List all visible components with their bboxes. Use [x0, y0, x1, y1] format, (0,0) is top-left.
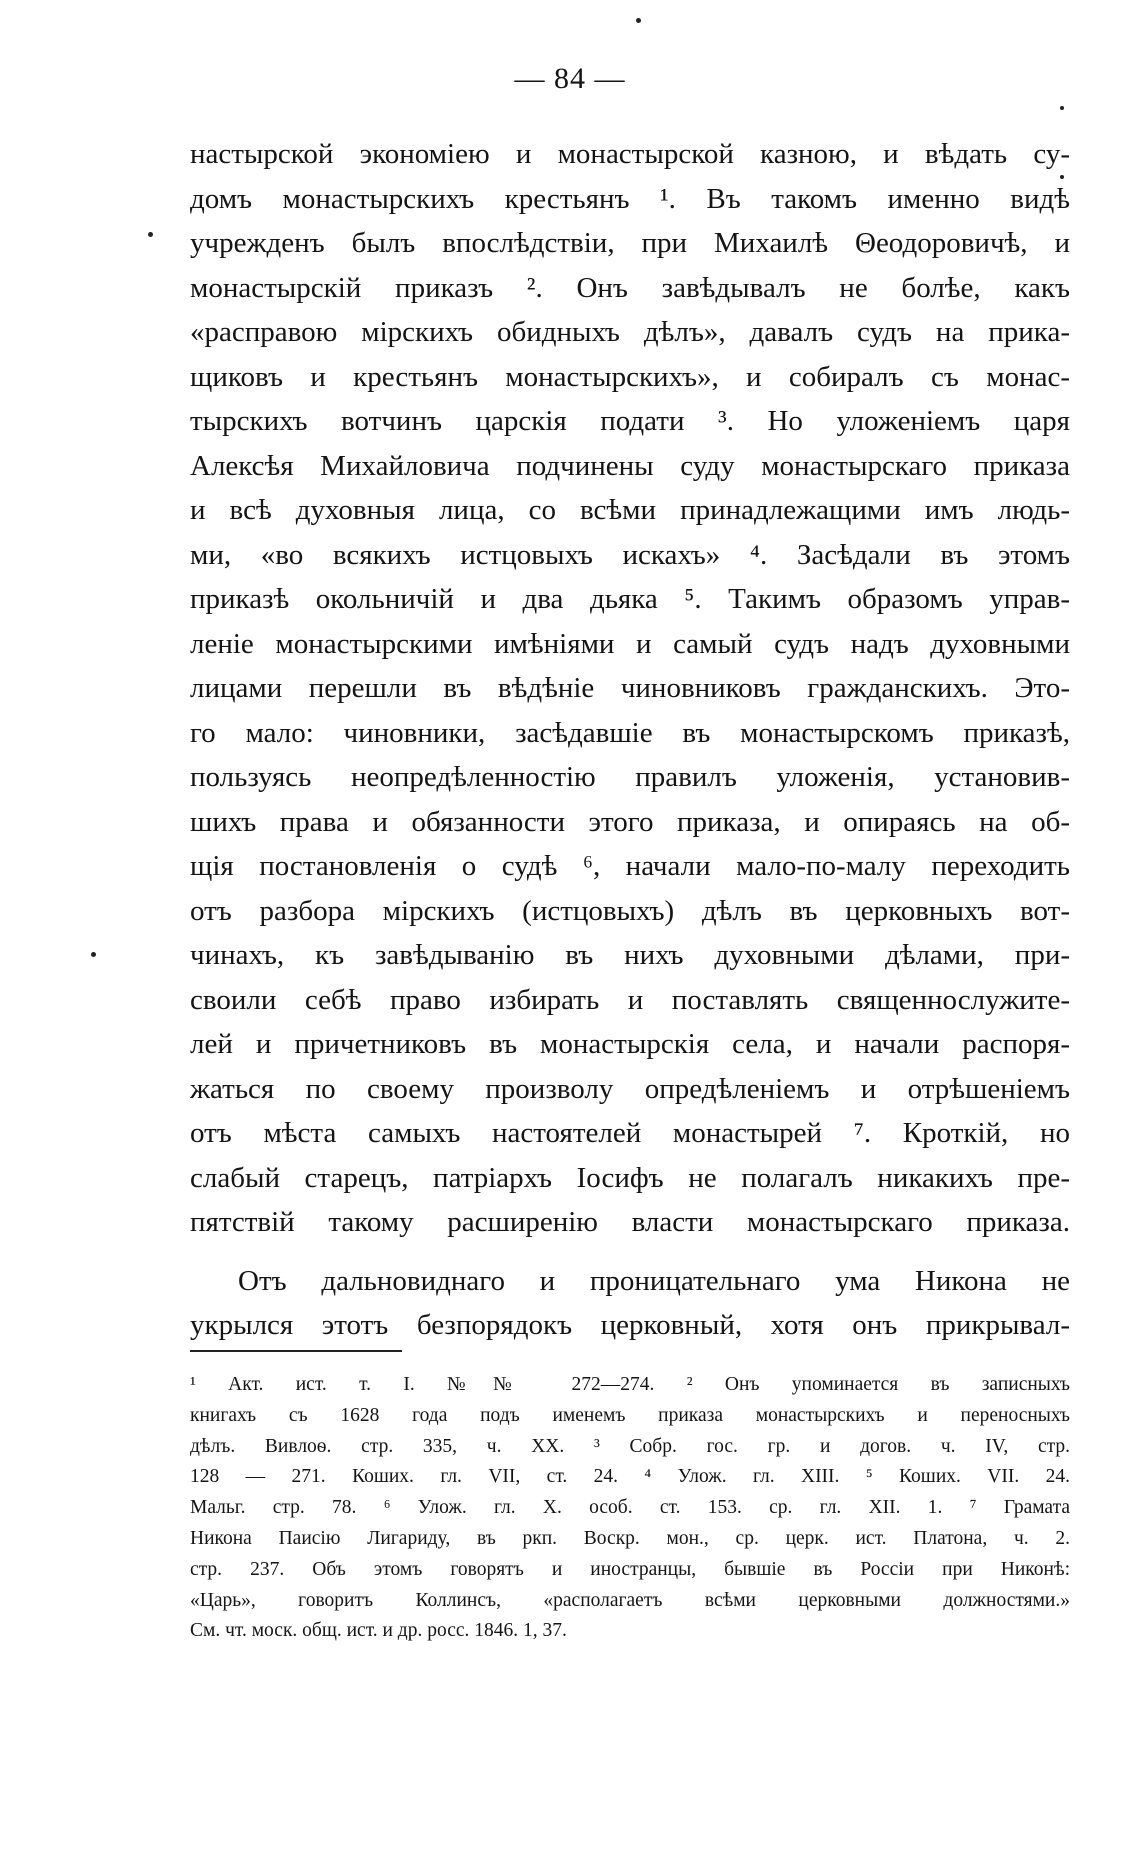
text-line: отъ разбора мiрскихъ (истцовыхъ) дѣлъ въ церковныхъ вот-: [190, 894, 1070, 927]
paragraph-gap: [190, 1245, 1070, 1259]
text-line: своили себѣ право избирать и поставлять священнослужите-: [190, 983, 1070, 1016]
text-line: и всѣ духовныя лица, со всѣми принадлежащими имъ людь-: [190, 494, 1070, 526]
text-line: «расправою мiрскихъ обидныхъ дѣлъ», давалъ судъ на прика-: [190, 316, 1070, 348]
text-line: укрылся этотъ безпорядокъ церковный, хотя онъ прикрывал-: [190, 1309, 1070, 1341]
footnote-line: дѣлъ. Вивлоѳ. стр. 335, ч. XX. ³ Собр. гос. гр. и догов. ч. IV, стр.: [190, 1435, 1070, 1457]
text-line: слабый старецъ, патрiархъ Iосифъ не полагалъ никакихъ пре-: [190, 1161, 1070, 1194]
text-line: го мало: чиновники, засѣдавшiе въ монастырскомъ приказѣ,: [190, 716, 1070, 749]
text-line: настырской экономiею и монастырской казною, и вѣдать су-: [190, 138, 1070, 170]
text-line: тырскихъ вотчинъ царскiя подати ³. Но уложенiемъ царя: [190, 405, 1070, 437]
text-line: приказѣ окольничiй и два дьяка ⁵. Такимъ образомъ управ-: [190, 583, 1070, 615]
text-line: монастырскiй приказъ ². Онъ завѣдывалъ не болѣе, какъ: [190, 271, 1070, 304]
text-line: пятствiй такому расширенiю власти монастырскаго приказа.: [190, 1206, 1070, 1238]
text-line: Алексѣя Михайловича подчинены суду монастырскаго приказа: [190, 449, 1070, 482]
text-line: лей и причетниковъ въ монастырскiя села, и начали распоря-: [190, 1028, 1070, 1060]
footnote-line: Мальг. стр. 78. ⁶ Улож. гл. X. особ. ст. 153. ср. гл. XII. 1. ⁷ Грамата: [190, 1497, 1070, 1519]
footnote-line: стр. 237. Объ этомъ говорятъ и иностранцы, бывшiе въ Россiи при Никонѣ:: [190, 1558, 1070, 1580]
footnote-line: Никона Паисiю Лигариду, въ ркп. Воскр. мон., ср. церк. ист. Платона, ч. 2.: [190, 1527, 1070, 1549]
text-line: щiя постановленiя о судѣ ⁶, начали мало-по-малу переходить: [190, 850, 1070, 882]
text-line: Отъ дальновиднаго и проницательнаго ума Никона не: [238, 1264, 1070, 1297]
footnote-divider: [190, 1350, 402, 1352]
scan-speck: [636, 18, 641, 23]
paragraph-2: [190, 1259, 1070, 1348]
page-number: — 84 —: [514, 62, 626, 95]
text-line: жаться по своему произволу опредѣленiемъ и отрѣшенiемъ: [190, 1072, 1070, 1105]
scan-speck: [91, 952, 96, 957]
footnote-line: См. чт. моск. общ. ист. и др. росс. 1846. 1, 37.: [190, 1620, 567, 1642]
text-line: учрежденъ былъ впослѣдствiи, при Михаилѣ Θеодоровичѣ, и: [190, 227, 1070, 259]
footnote-line: ¹ Акт. ист. т. I. №№ 272—274. ² Онъ упоминается въ записныхъ: [190, 1374, 1070, 1395]
text-line: пользуясь неопредѣленностiю правилъ уложенiя, установив-: [190, 761, 1070, 793]
footnote-line: 128 — 271. Коших. гл. VII, ст. 24. ⁴ Улож. гл. XIII. ⁵ Коших. VII. 24.: [190, 1466, 1070, 1488]
paragraph-1: [190, 132, 1070, 1245]
footnote-line: «Царь», говоритъ Коллинсъ, «располагаетъ всѣми церковными должностями.»: [190, 1589, 1070, 1611]
scan-speck: [148, 232, 153, 237]
text-line: лицами перешли въ вѣдѣнiе чиновниковъ гражданскихъ. Это-: [190, 672, 1070, 704]
text-line: ми, «во всякихъ истцовыхъ искахъ» ⁴. Засѣдали въ этомъ: [190, 538, 1070, 571]
text-line: шихъ права и обязанности этого приказа, и опираясь на об-: [190, 805, 1070, 838]
text-line: чинахъ, къ завѣдыванiю въ нихъ духовными дѣлами, при-: [190, 939, 1070, 971]
body-text: [190, 132, 1070, 1348]
text-line: отъ мѣста самыхъ настоятелей монастырей ⁷. Кроткiй, но: [190, 1117, 1070, 1149]
footnotes: [190, 1370, 1070, 1647]
text-line: щиковъ и крестьянъ монастырскихъ», и собиралъ съ монас-: [190, 360, 1070, 393]
text-line: ленiе монастырскими имѣнiями и самый судъ надъ духовными: [190, 627, 1070, 660]
text-line: домъ монастырскихъ крестьянъ ¹. Въ такомъ именно видѣ: [190, 182, 1070, 215]
scan-speck: [1060, 175, 1064, 179]
footnote-line: книгахъ съ 1628 года подъ именемъ приказа монастырскихъ и переносныхъ: [190, 1404, 1070, 1426]
scan-speck: [1060, 106, 1064, 110]
